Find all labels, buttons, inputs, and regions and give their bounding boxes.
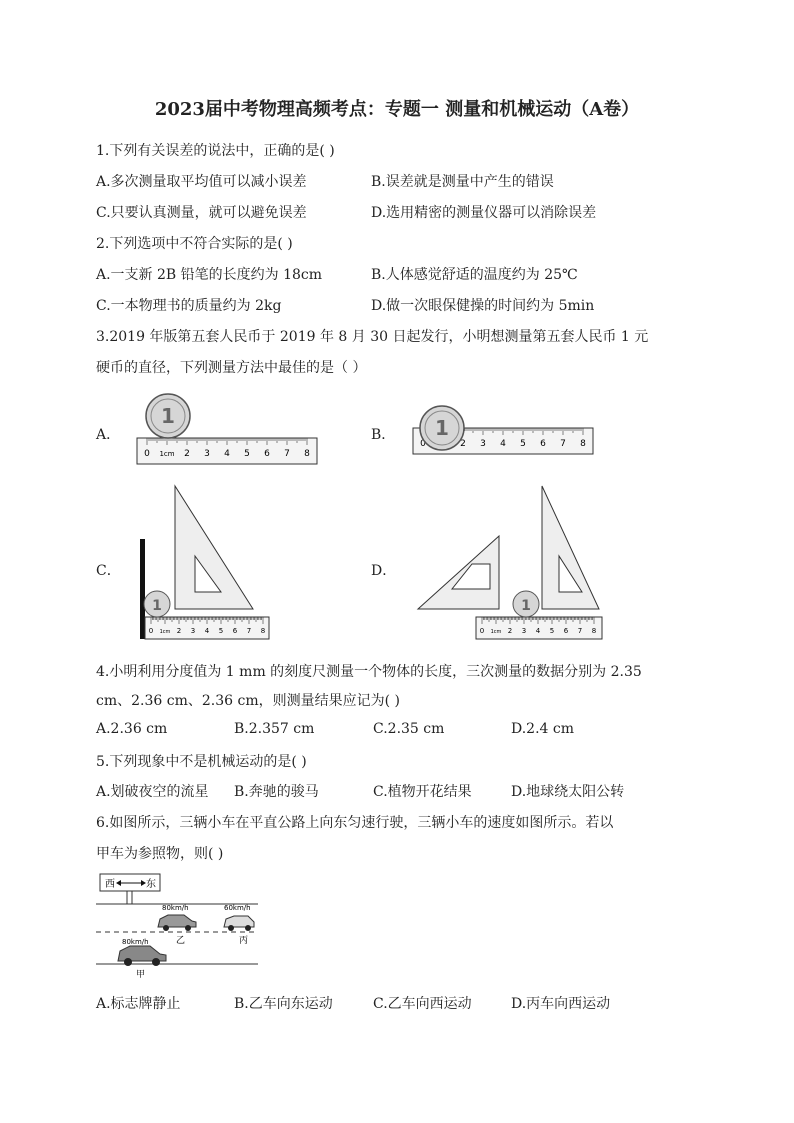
question-4-stem-line1: 4.小明利用分度值为 1 mm 的刻度尺测量一个物体的长度，三次测量的数据分别为 2.35 [96,664,642,680]
ruler-b-tick-label: 8 [580,439,586,449]
car-bing-speed: 60km/h [224,904,251,912]
question-3-stem-line1: 3.2019 年版第五套人民币于 2019 年 8 月 30 日起发行，小明想测量第五套人民币 1 元 [96,329,649,345]
question-3-option-c-label[interactable]: C． [96,563,121,579]
question-6-option-b[interactable]: B.乙车向东运动 [234,996,333,1012]
question-3-option-a-label[interactable]: A． [96,427,121,443]
question-4-option-c[interactable]: C.2.35 cm [373,721,445,737]
question-6-option-c[interactable]: C.乙车向西运动 [373,996,472,1012]
ruler-b-tick-label: 6 [540,439,546,449]
question-2-option-a[interactable]: A.一支新 2B 铅笔的长度约为 18cm [96,267,323,283]
ruler-c-tick-label: 1cm [159,629,171,635]
sign-west-label: 西 [105,879,115,890]
question-6-option-a[interactable]: A.标志牌静止 [96,996,181,1012]
ruler-d-tick-label: 2 [507,627,513,635]
question-5-option-c[interactable]: C.植物开花结果 [373,784,472,800]
figure-d-two-triangles [414,484,614,642]
question-4-stem-line2: cm、2.36 cm、2.36 cm，则测量结果应记为( ) [96,693,400,709]
ruler-d-tick-label: 7 [577,627,583,635]
ruler-c-tick-label: 2 [176,627,182,635]
question-5-stem: 5.下列现象中不是机械运动的是( ) [96,754,307,770]
question-2-stem: 2.下列选项中不符合实际的是( ) [96,236,293,252]
car-jia-speed: 80km/h [122,938,149,946]
question-5-option-b[interactable]: B.奔驰的骏马 [234,784,319,800]
question-1-option-d[interactable]: D.选用精密的测量仪器可以消除误差 [371,205,597,221]
page-title: 2023届中考物理高频考点：专题一 测量和机械运动（A卷） [154,99,640,120]
ruler-b-tick-label: 4 [500,439,506,449]
question-6-option-d[interactable]: D.丙车向西运动 [511,996,611,1012]
ruler-c-tick-label: 3 [190,627,196,635]
ruler-c-tick-label: 7 [246,627,252,635]
ruler-b-tick-label: 7 [560,439,566,449]
question-2-option-c[interactable]: C.一本物理书的质量约为 2kg [96,298,282,314]
question-3-option-b-label[interactable]: B． [371,427,396,443]
question-1-stem: 1.下列有关误差的说法中，正确的是( ) [96,143,335,159]
ruler-c-tick-label: 8 [260,627,266,635]
ruler-c-tick-label: 5 [218,627,224,635]
ruler-a-tick-label: 7 [284,449,290,459]
ruler-d-tick-label: 3 [521,627,527,635]
question-3-stem-line2: 硬币的直径，下列测量方法中最佳的是（ ） [96,360,367,376]
coin-c-face: 1 [152,598,162,614]
question-6-stem-line1: 6.如图所示，三辆小车在平直公路上向东匀速行驶，三辆小车的速度如图所示。若以 [96,815,614,831]
ruler-d-tick-label: 8 [591,627,597,635]
ruler-b-tick-label: 5 [520,439,526,449]
question-4-option-b[interactable]: B.2.357 cm [234,721,315,737]
ruler-c-tick-label: 0 [148,627,154,635]
car-yi-speed: 80km/h [162,904,189,912]
question-5-option-d[interactable]: D.地球绕太阳公转 [511,784,625,800]
ruler-a-tick-label: 6 [264,449,270,459]
question-2-option-d[interactable]: D.做一次眼保健操的时间约为 5min [371,298,595,314]
question-1-option-c[interactable]: C.只要认真测量，就可以避免误差 [96,205,307,221]
ruler-d-tick-label: 5 [549,627,555,635]
ruler-a-tick-label: 3 [204,449,210,459]
coin-a-face: 1 [161,404,175,428]
car-bing-label: 丙 [239,936,249,946]
ruler-a-tick-label: 4 [224,449,230,459]
ruler-a-tick-label: 2 [184,449,190,459]
sign-east-label: 东 [146,879,156,890]
question-4-option-a[interactable]: A.2.36 cm [96,721,168,737]
ruler-a-tick-label: 5 [244,449,250,459]
ruler-c-tick-label: 6 [232,627,238,635]
car-jia-label: 甲 [136,970,146,980]
figure-b-coin-on-ruler [411,402,596,458]
ruler-d-tick-label: 1cm [490,629,502,635]
ruler-d-tick-label: 0 [479,627,485,635]
ruler-a-tick-label: 8 [304,449,310,459]
coin-d-face: 1 [521,598,531,614]
question-3-option-d-label[interactable]: D． [371,563,397,579]
question-6-stem-line2: 甲车为参照物，则( ) [96,846,224,862]
question-5-option-a[interactable]: A.划破夜空的流星 [96,784,209,800]
question-2-option-b[interactable]: B.人体感觉舒适的温度约为 25℃ [371,267,578,283]
question-4-option-d[interactable]: D.2.4 cm [511,721,575,737]
ruler-a-tick-label: 0 [144,449,150,459]
ruler-b-tick-label: 3 [480,439,486,449]
question-1-option-a[interactable]: A.多次测量取平均值可以减小误差 [96,174,307,190]
ruler-d-tick-label: 6 [563,627,569,635]
figure-road-cars [96,872,262,980]
question-1-option-b[interactable]: B.误差就是测量中产生的错误 [371,174,554,190]
figure-c-triangle-and-wall [135,484,275,642]
coin-b-face: 1 [435,416,449,440]
ruler-c-tick-label: 4 [204,627,210,635]
figure-a-coin-on-ruler [135,392,320,468]
car-yi-label: 乙 [176,936,186,946]
ruler-d-tick-label: 4 [535,627,541,635]
ruler-a-tick-label: 1cm [159,450,175,458]
ruler-b-tick-label: 2 [460,439,466,449]
ruler-b-tick-label: 0 [420,439,426,449]
